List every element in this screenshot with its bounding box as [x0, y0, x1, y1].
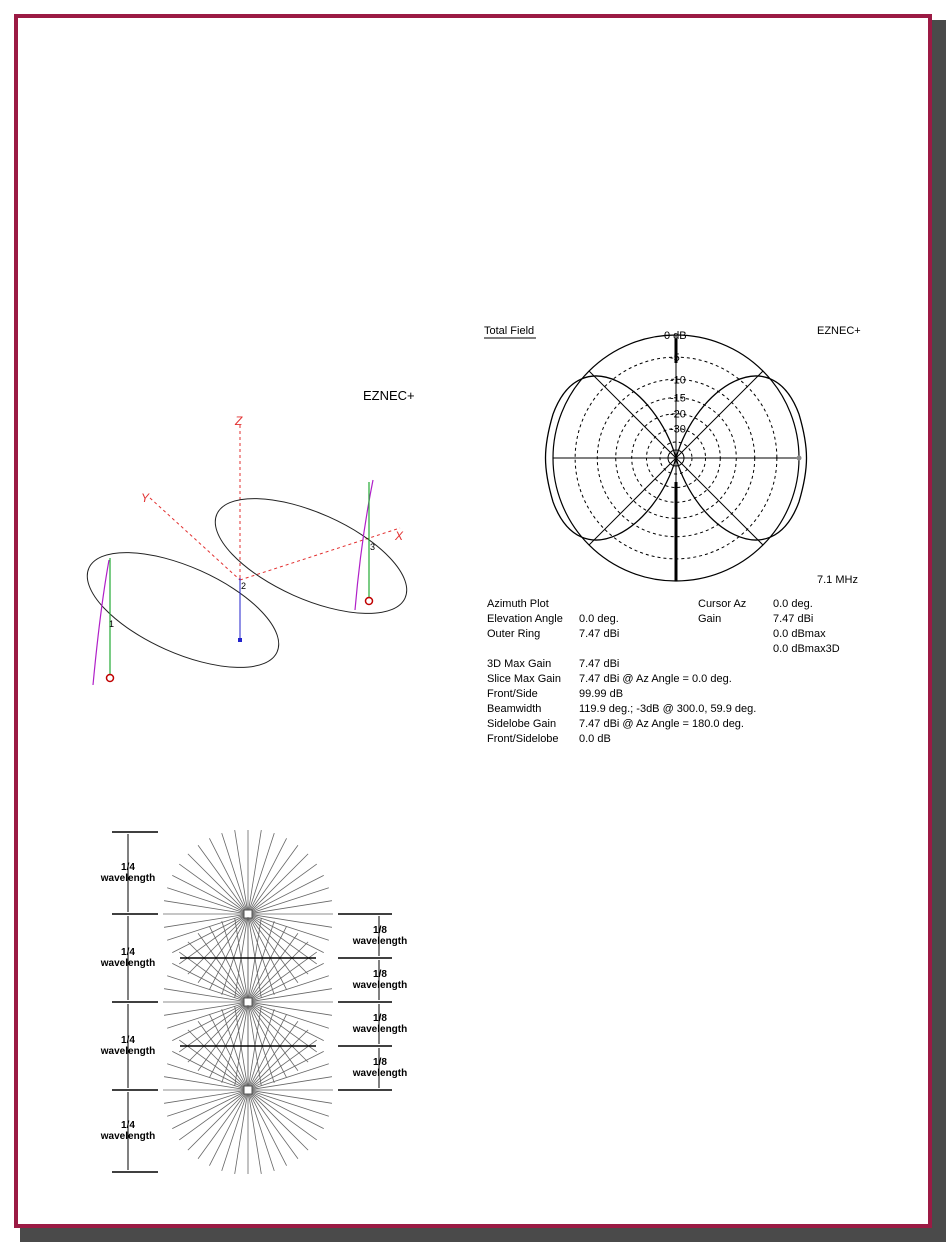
spacing-svg [90, 822, 430, 1182]
quarter-label: 1/4 [121, 947, 135, 958]
info-label: Front/Side [487, 688, 538, 700]
x-axis [240, 528, 400, 580]
cursor-gain-value: 7.47 dBi [773, 613, 814, 625]
quarter-label: 1/4 [121, 1120, 135, 1131]
wavelength-label: wavelength [100, 873, 156, 884]
info-value: 0.0 deg. [579, 613, 619, 625]
y-axis [150, 498, 240, 580]
info-label: Slice Max Gain [487, 673, 561, 685]
ray-line [222, 1002, 248, 1083]
wire-3-source-icon [366, 598, 373, 605]
antenna-3d-view [55, 380, 435, 700]
wavelength-label: wavelength [100, 1131, 156, 1142]
ray-line [248, 921, 274, 1002]
info-value: 7.47 dBi @ Az Angle = 0.0 deg. [579, 673, 732, 685]
antenna-3d-svg [55, 380, 435, 700]
ring-label: -10 [670, 374, 686, 387]
polar-grid [553, 335, 802, 581]
wavelength-label: wavelength [100, 958, 156, 969]
info-value: 7.47 dBi [579, 628, 620, 640]
wire-1-label: 1 [109, 619, 115, 629]
pattern-lobe-left [71, 529, 294, 691]
cursor-az-label: Cursor Az [698, 598, 747, 610]
polar-frequency: 7.1 MHz [817, 574, 858, 586]
ray-line [248, 833, 274, 914]
element-spacing-diagram [90, 822, 430, 1182]
ray-line [248, 845, 298, 914]
x-axis-label: X [395, 529, 404, 543]
dipole-element [244, 1086, 252, 1094]
ray-line [248, 1090, 308, 1150]
plot-info-panel [487, 596, 887, 756]
mask-bottom [90, 1174, 430, 1182]
wire-1-source-icon [107, 675, 114, 682]
pattern-lobe-right [199, 475, 422, 637]
eighth-label: 1/8 [373, 969, 387, 980]
y-axis-label: Y [141, 491, 150, 505]
ray-line [222, 921, 248, 1002]
ray-line [188, 854, 248, 914]
info-label: 3D Max Gain [487, 658, 552, 670]
info-label: Front/Sidelobe [487, 733, 559, 745]
wire-2-end [238, 638, 242, 642]
info-label: Sidelobe Gain [487, 718, 557, 730]
ray-line [248, 1002, 274, 1083]
ray-line [188, 1090, 248, 1150]
quarter-label: 1/4 [121, 1035, 135, 1046]
info-label: Outer Ring [487, 628, 541, 640]
ray-line [248, 854, 308, 914]
dipole-element [244, 910, 252, 918]
ray-line [179, 1090, 248, 1140]
info-label: Beamwidth [487, 703, 542, 715]
info-label: Elevation Angle [487, 613, 563, 625]
ring-label: -20 [670, 408, 686, 421]
info-value: 119.9 deg.; -3dB @ 300.0, 59.9 deg. [579, 703, 757, 715]
z-axis-label: Z [235, 414, 243, 428]
ring-label: 0 dB [664, 330, 687, 342]
ray-line [167, 1090, 248, 1116]
cursor-dbmax: 0.0 dBmax [773, 628, 826, 640]
eznec-logo-3d: EZNEC+ [363, 388, 415, 403]
ray-line [248, 1090, 317, 1140]
ray-line [222, 1009, 248, 1090]
wavelength-label: wavelength [352, 936, 408, 947]
info-value: 99.99 dB [579, 688, 624, 700]
ring-label: -30 [670, 423, 686, 436]
ray-line [198, 1090, 248, 1159]
info-value: 0.0 dB [579, 733, 611, 745]
ray-line [222, 1090, 248, 1171]
eighth-label: 1/8 [373, 925, 387, 936]
cursor-az-value: 0.0 deg. [773, 598, 813, 610]
ray-line [248, 1090, 298, 1159]
azimuth-polar-plot [478, 318, 878, 598]
ring-label: -5 [670, 352, 680, 365]
polar-brand: EZNEC+ [817, 325, 861, 337]
info-value: 7.47 dBi [579, 658, 620, 670]
wire-3-label: 3 [370, 542, 376, 552]
ray-line [248, 1090, 329, 1116]
wire-1-current [93, 560, 109, 685]
polar-title: Total Field [484, 325, 535, 337]
ray-line [248, 1009, 274, 1090]
ray-line [167, 888, 248, 914]
mask-top [90, 822, 430, 830]
wire-2-label: 2 [241, 581, 247, 591]
eighth-label: 1/8 [373, 1057, 387, 1068]
ray-line [222, 833, 248, 914]
plot-type: Azimuth Plot [487, 598, 549, 610]
eighth-label: 1/8 [373, 1013, 387, 1024]
ray-line [248, 864, 317, 914]
cursor-gain-label: Gain [698, 613, 722, 625]
ray-line [248, 1090, 274, 1171]
quarter-label: 1/4 [121, 862, 135, 873]
ring-label: -15 [670, 392, 686, 405]
wavelength-label: wavelength [352, 1068, 408, 1079]
info-value: 7.47 dBi @ Az Angle = 180.0 deg. [579, 718, 744, 730]
ray-line [248, 888, 329, 914]
wavelength-label: wavelength [352, 980, 408, 991]
ray-line [222, 914, 248, 995]
wavelength-label: wavelength [352, 1024, 408, 1035]
ray-line [179, 864, 248, 914]
ray-line [198, 845, 248, 914]
ray-line [248, 914, 274, 995]
dipole-element [244, 998, 252, 1006]
wavelength-label: wavelength [100, 1046, 156, 1057]
cursor-dot [797, 456, 802, 461]
cursor-dbmax3d: 0.0 dBmax3D [773, 643, 840, 655]
polar-svg [478, 318, 878, 598]
